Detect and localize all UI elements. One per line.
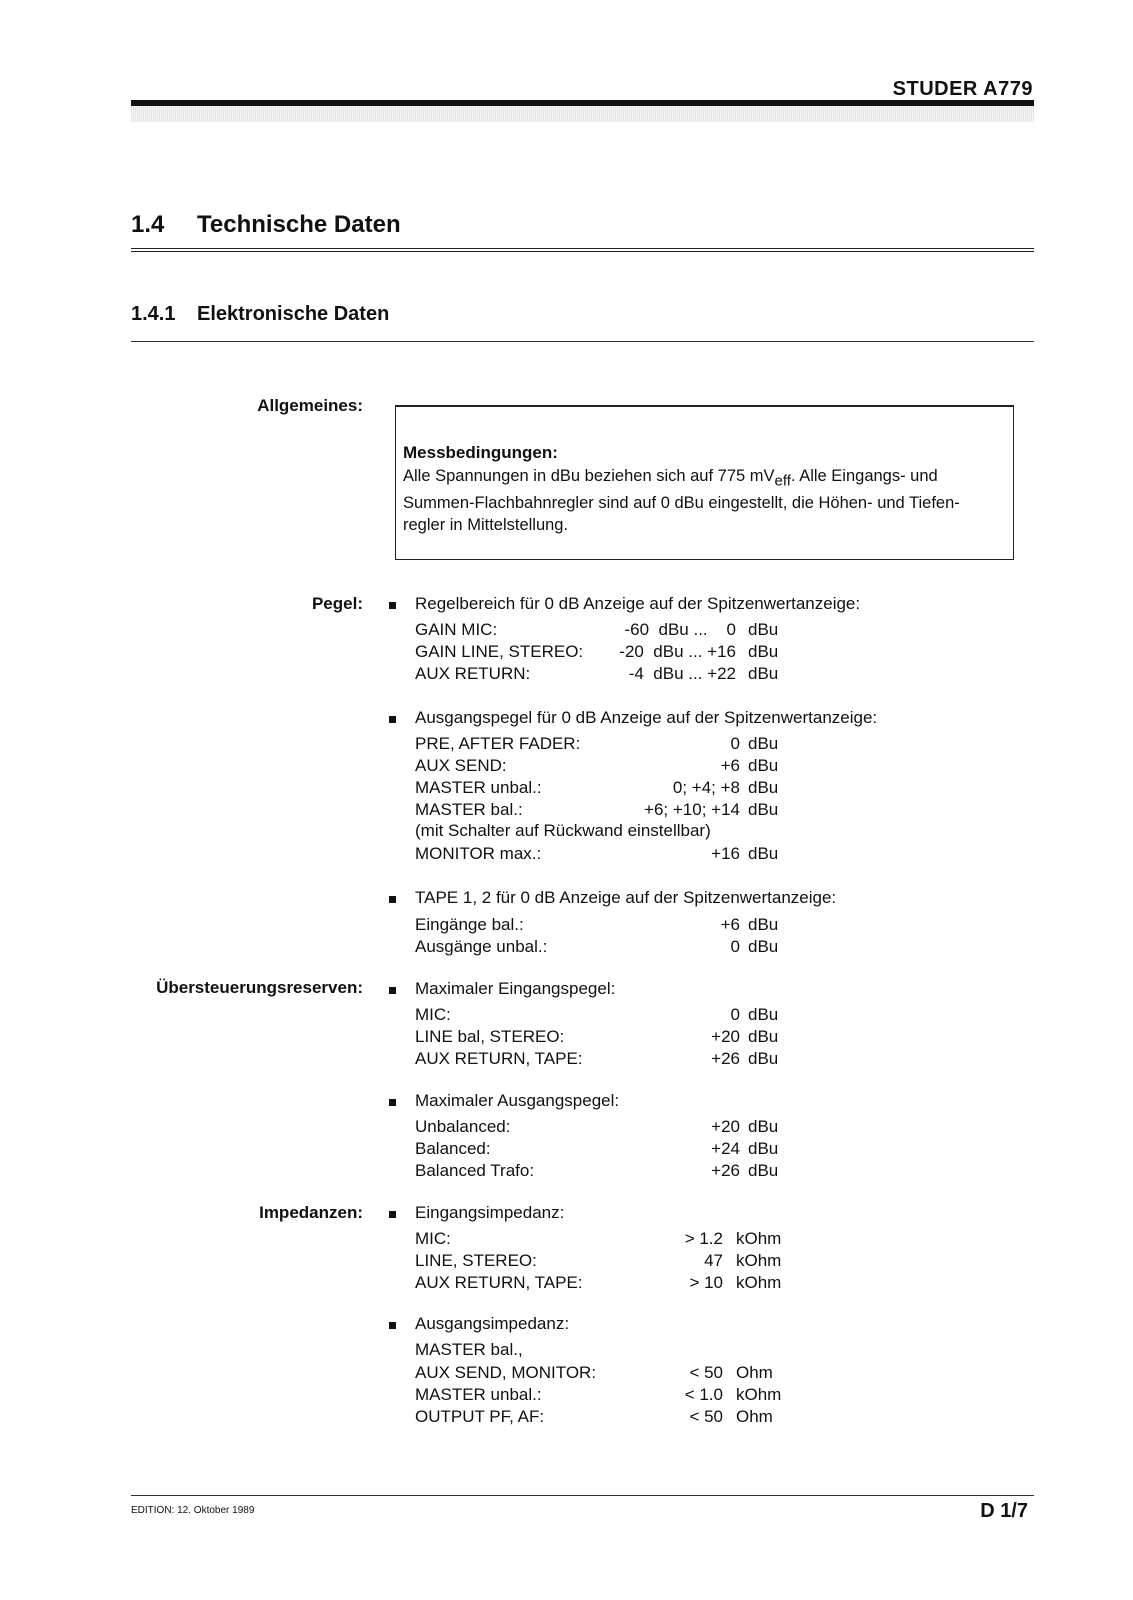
row-name: AUX RETURN, TAPE: xyxy=(415,1049,583,1068)
box-text-line-1: Alle Spannungen in dBu beziehen sich auf 775 mV xyxy=(403,467,775,485)
bullet-icon xyxy=(389,716,396,723)
bullet-text: Eingangsimpedanz: xyxy=(415,1203,565,1222)
list-item xyxy=(415,1363,785,1385)
list-item xyxy=(415,1049,785,1071)
row-value: 0 xyxy=(730,734,740,753)
subsection-title: Elektronische Daten xyxy=(197,303,390,325)
box-text-line-1b: . Alle Eingangs- und xyxy=(790,467,938,485)
list-item xyxy=(415,1229,785,1251)
row-value: -20 dBu ... +16 xyxy=(619,642,736,661)
list-item xyxy=(415,664,785,686)
row-unit: dBu xyxy=(748,800,779,819)
measurement-conditions-box xyxy=(395,405,1014,560)
row-value: 47 xyxy=(704,1251,723,1270)
row-value: +26 xyxy=(711,1161,740,1180)
row-value: -60 dBu ... 0 xyxy=(624,620,736,639)
box-text-line-3: regler in Mittelstellung. xyxy=(403,516,569,535)
bullet-icon xyxy=(389,896,396,903)
row-name: MASTER unbal.: xyxy=(415,778,542,797)
bullet-text: Maximaler Ausgangspegel: xyxy=(415,1091,620,1110)
row-name: Balanced Trafo: xyxy=(415,1161,535,1180)
row-value: < 50 xyxy=(689,1363,723,1382)
list-item xyxy=(415,915,785,937)
row-unit: dBu xyxy=(748,642,779,661)
row-unit: dBu xyxy=(748,778,779,797)
list-item xyxy=(415,1139,785,1161)
row-unit: Ohm xyxy=(736,1407,773,1426)
row-name: GAIN MIC: xyxy=(415,620,498,639)
box-text-subscript: eff xyxy=(774,472,791,490)
row-value: +16 xyxy=(711,844,740,863)
page-number: D 1/7 xyxy=(980,1500,1028,1522)
bullet-text: Maximaler Eingangspegel: xyxy=(415,979,616,998)
row-value: +20 xyxy=(711,1117,740,1136)
row-unit: dBu xyxy=(748,1027,779,1046)
row-name: MASTER unbal.: xyxy=(415,1385,542,1404)
list-item xyxy=(415,734,785,756)
list-item xyxy=(415,778,785,800)
row-unit: dBu xyxy=(748,756,779,775)
list-item xyxy=(415,642,785,664)
box-text-line-2: Summen-Flachbahnregler sind auf 0 dBu eingestellt, die Höhen- und Tiefen- xyxy=(403,494,960,513)
row-name: AUX SEND: xyxy=(415,756,507,775)
row-unit: kOhm xyxy=(736,1251,782,1270)
list-item xyxy=(415,1407,785,1429)
bullet-text: Ausgangspegel für 0 dB Anzeige auf der Spitzenwertanzeige: xyxy=(415,708,878,727)
row-unit: Ohm xyxy=(736,1363,773,1382)
row-name: MONITOR max.: xyxy=(415,844,542,863)
list-item xyxy=(415,1385,785,1407)
row-unit: kOhm xyxy=(736,1273,782,1292)
list-item xyxy=(415,1005,785,1027)
label-pegel: Pegel: xyxy=(311,594,363,613)
row-name: MIC: xyxy=(415,1229,451,1248)
note-text: (mit Schalter auf Rückwand einstellbar) xyxy=(415,821,711,840)
row-unit: dBu xyxy=(748,915,779,934)
bullet-icon xyxy=(389,1211,396,1218)
row-value: 0 xyxy=(730,1005,740,1024)
row-unit: dBu xyxy=(748,1117,779,1136)
row-name: GAIN LINE, STEREO: xyxy=(415,642,584,661)
row-name: Balanced: xyxy=(415,1139,491,1158)
row-unit: dBu xyxy=(748,664,779,683)
bullet-icon xyxy=(389,602,396,609)
row-value: < 50 xyxy=(689,1407,723,1426)
row-unit: kOhm xyxy=(736,1229,782,1248)
row-unit: dBu xyxy=(748,620,779,639)
brand-header: STUDER A779 xyxy=(892,78,1033,100)
section-rule xyxy=(131,248,1034,252)
row-name: MIC: xyxy=(415,1005,451,1024)
row-value: +6; +10; +14 xyxy=(644,800,740,819)
row-unit: dBu xyxy=(748,1005,779,1024)
row-unit: dBu xyxy=(748,1139,779,1158)
row-value: -4 dBu ... +22 xyxy=(628,664,736,683)
label-uebersteuerungsreserven: Übersteuerungsreserven: xyxy=(156,978,363,997)
box-title: Messbedingungen: xyxy=(403,443,558,462)
row-value: 0; +4; +8 xyxy=(672,778,740,797)
row-value: 0 xyxy=(730,937,740,956)
list-item xyxy=(415,1027,785,1049)
row-unit: dBu xyxy=(748,1049,779,1068)
row-value: > 1.2 xyxy=(684,1229,723,1248)
footer-rule xyxy=(131,1495,1034,1496)
list-item xyxy=(415,1117,785,1139)
row-unit: kOhm xyxy=(736,1385,782,1404)
row-value: +20 xyxy=(711,1027,740,1046)
subsection-number: 1.4.1 xyxy=(131,303,176,325)
row-name: LINE, STEREO: xyxy=(415,1251,537,1270)
section-heading xyxy=(131,211,401,239)
subsection-heading xyxy=(131,303,389,326)
row-name: OUTPUT PF, AF: xyxy=(415,1407,545,1426)
row-value: +6 xyxy=(720,915,740,934)
row-unit: dBu xyxy=(748,844,779,863)
row-unit: dBu xyxy=(748,734,779,753)
bullet-icon xyxy=(389,987,396,994)
subsection-rule xyxy=(131,341,1034,342)
row-name: Eingänge bal.: xyxy=(415,915,524,934)
list-item xyxy=(415,756,785,778)
row-name: MASTER bal.: xyxy=(415,800,523,819)
label-impedanzen: Impedanzen: xyxy=(259,1203,363,1222)
list-item xyxy=(415,1161,785,1183)
row-name: Ausgänge unbal.: xyxy=(415,937,548,956)
label-allgemeines: Allgemeines: xyxy=(257,396,363,415)
bullet-text: Regelbereich für 0 dB Anzeige auf der Spitzenwertanzeige: xyxy=(415,594,861,613)
row-value: +24 xyxy=(711,1139,740,1158)
row-value: < 1.0 xyxy=(684,1385,723,1404)
list-item xyxy=(415,620,785,642)
bullet-text: Ausgangsimpedanz: xyxy=(415,1314,570,1333)
row-unit: dBu xyxy=(748,937,779,956)
box-text xyxy=(403,465,1003,536)
row-name: LINE bal, STEREO: xyxy=(415,1027,565,1046)
row-name: PRE, AFTER FADER: xyxy=(415,734,581,753)
row-value: +26 xyxy=(711,1049,740,1068)
list-item xyxy=(415,844,782,866)
row-value: +6 xyxy=(720,756,740,775)
bullet-text: TAPE 1, 2 für 0 dB Anzeige auf der Spitzenwertanzeige: xyxy=(415,888,837,907)
edition-date: EDITION: 12. Oktober 1989 xyxy=(131,1505,255,1516)
row-value: > 10 xyxy=(689,1273,723,1292)
list-item xyxy=(415,1251,785,1273)
row-name: Unbalanced: xyxy=(415,1117,511,1136)
row-name: AUX SEND, MONITOR: xyxy=(415,1363,597,1382)
list-item xyxy=(415,800,785,822)
row-name: AUX RETURN, TAPE: xyxy=(415,1273,583,1292)
section-title: Technische Daten xyxy=(197,211,401,238)
list-item xyxy=(415,1273,785,1295)
row-name: MASTER bal., xyxy=(415,1340,523,1359)
row-unit: dBu xyxy=(748,1161,779,1180)
bullet-icon xyxy=(389,1099,396,1106)
row-name: AUX RETURN: xyxy=(415,664,531,683)
header-rule-shading xyxy=(131,106,1034,122)
bullet-icon xyxy=(389,1322,396,1329)
section-number: 1.4 xyxy=(131,211,165,238)
list-item xyxy=(415,937,785,959)
